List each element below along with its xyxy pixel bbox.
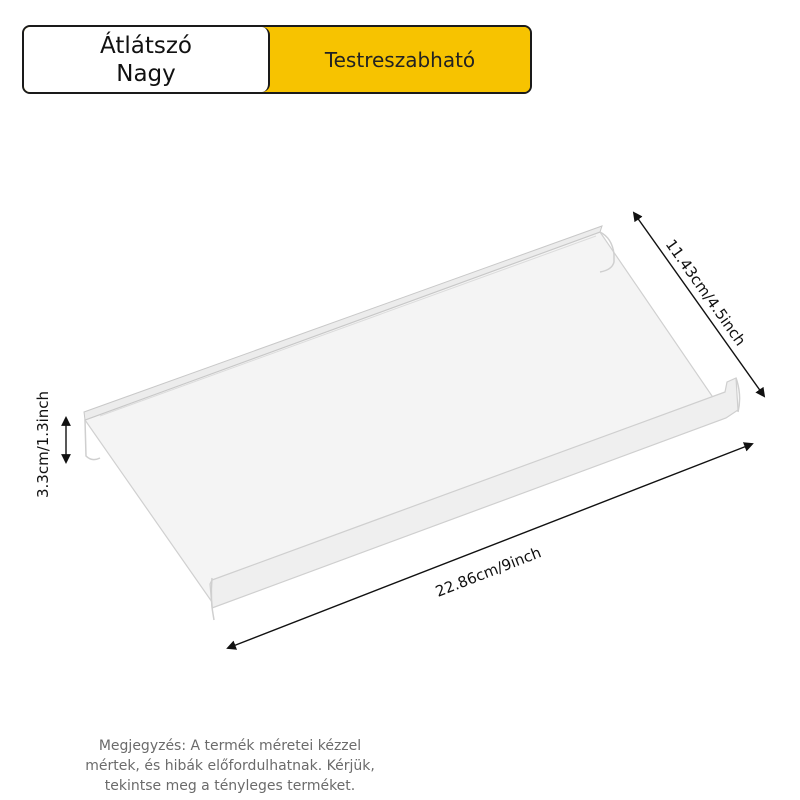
option-customizable-label: Testreszabható	[324, 47, 476, 72]
disclaimer-note	[30, 736, 430, 796]
depth-label: 11.43cm/4.5inch	[661, 235, 750, 350]
disclaimer-line-3: tekintse meg a tényleges terméket.	[104, 778, 356, 794]
acrylic-stand	[84, 226, 740, 620]
height-label: 3.3cm/1.3inch	[34, 390, 52, 498]
option-large-label: Nagy	[116, 60, 176, 87]
disclaimer-line-1: Megjegyzés: A termék méretei kézzel	[98, 738, 362, 754]
width-label: 22.86cm/9inch	[432, 543, 544, 601]
stand-plate	[85, 232, 725, 602]
option-transparent-label: Átlátszó	[100, 32, 192, 59]
disclaimer-line-2: mértek, és hibák előfordulhatnak. Kérjük,	[85, 758, 375, 774]
